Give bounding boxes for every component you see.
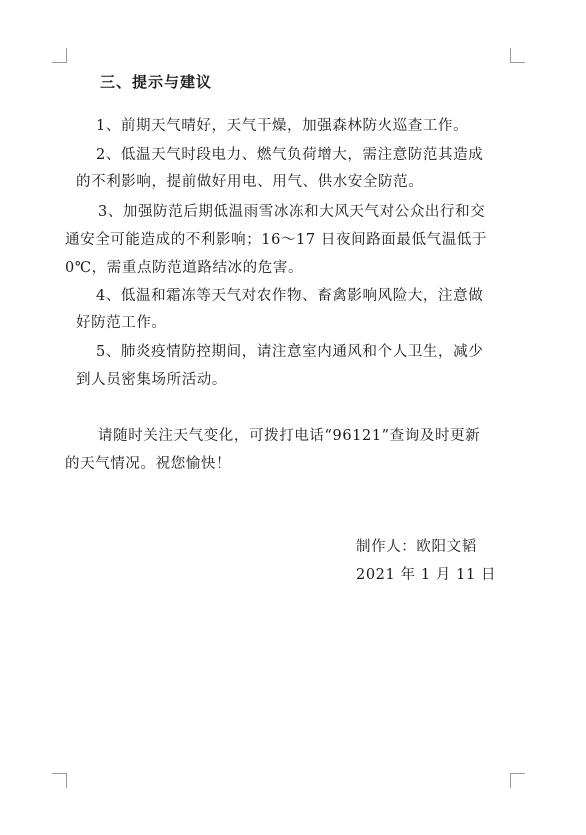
tip-5-line-1: 5、肺炎疫情防控期间，请注意室内通风和个人卫生，减少 (96, 344, 484, 360)
signature-date: 2021 年 1 月 11 日 (356, 567, 497, 583)
tip-2-line-1: 2、低温天气时段电力、燃气负荷增大，需注意防范其造成 (96, 147, 484, 163)
closing-line-2: 的天气情况。祝您愉快！ (65, 456, 232, 472)
tip-5-line-2: 到人员密集场所活动。 (76, 372, 227, 388)
signature-author: 制作人：欧阳文韬 (356, 539, 477, 555)
margin-corner-top-right (510, 48, 525, 63)
tip-1-line-1: 1、前期天气晴好，天气干燥，加强森林防火巡查工作。 (96, 118, 469, 134)
tip-3-line-2: 通安全可能造成的不利影响；16～17 日夜间路面最低气温低于 (65, 232, 488, 248)
closing-line-1: 请随时关注天气变化，可拨打电话“96121”查询及时更新 (98, 428, 481, 444)
section-heading: 三、提示与建议 (100, 73, 213, 91)
tip-4-line-2: 好防范工作。 (76, 315, 167, 331)
tip-4-line-1: 4、低温和霜冻等天气对农作物、畜禽影响风险大，注意做 (96, 288, 484, 304)
margin-corner-bottom-left (52, 773, 67, 788)
tip-3-line-1: 3、加强防范后期低温雨雪冰冻和大风天气对公众出行和交 (98, 204, 486, 220)
margin-corner-top-left (52, 48, 67, 63)
tip-2-line-2: 的不利影响，提前做好用电、用气、供水安全防范。 (76, 174, 424, 190)
margin-corner-bottom-right (510, 773, 525, 788)
tip-3-line-3: 0℃，需重点防范道路结冰的危害。 (65, 260, 304, 276)
